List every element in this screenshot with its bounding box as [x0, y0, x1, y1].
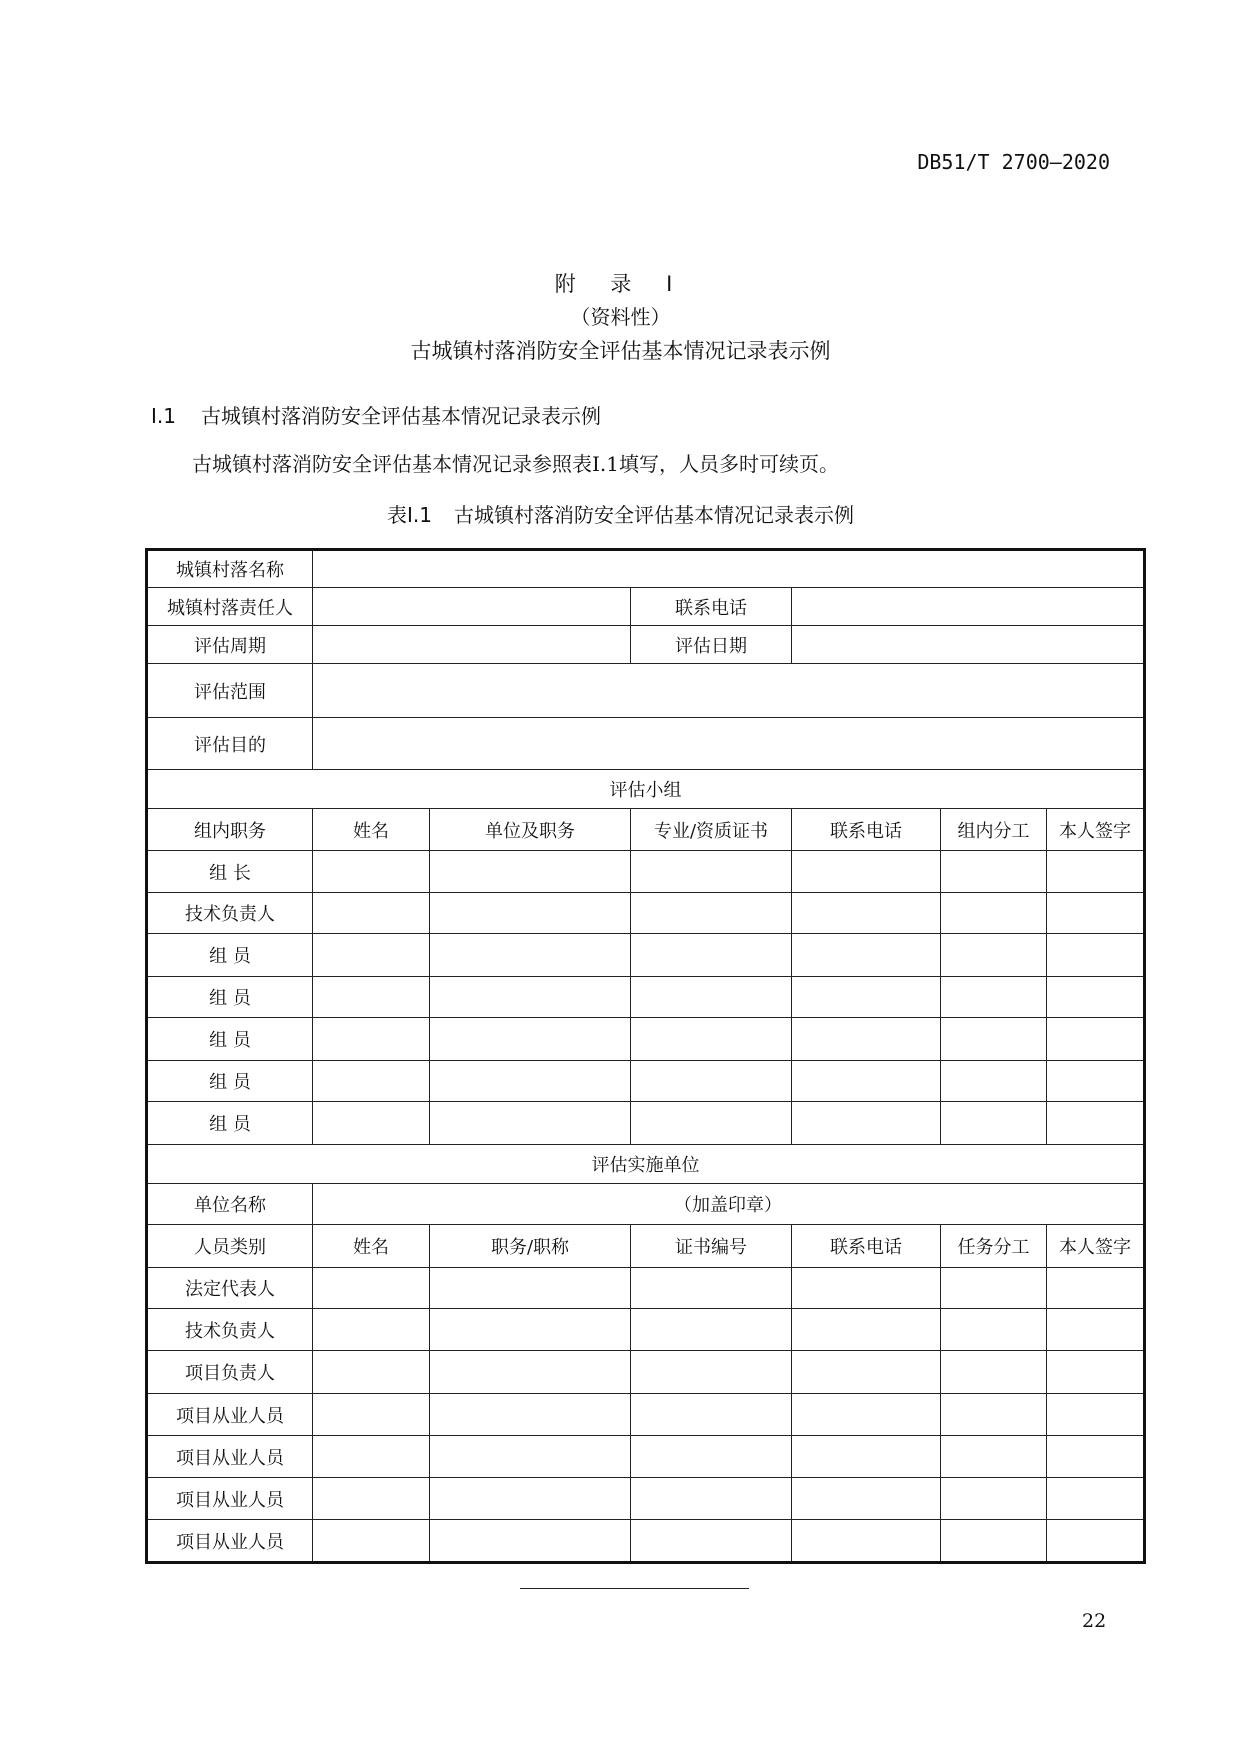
field-value[interactable] — [792, 588, 1145, 626]
table-cell[interactable] — [1047, 1520, 1145, 1563]
group-member-row — [147, 1018, 1145, 1061]
unit-section-row — [147, 1145, 1145, 1184]
table-cell[interactable] — [792, 1061, 941, 1102]
table-cell[interactable] — [313, 1351, 430, 1394]
table-cell[interactable] — [792, 893, 941, 934]
section-title: 古城镇村落消防安全评估基本情况记录表示例 — [201, 404, 601, 428]
unit-name-row — [147, 1184, 1145, 1225]
column-header: 组内职务 — [147, 809, 313, 851]
section-header: 评估实施单位 — [147, 1145, 1145, 1184]
group-section-row — [147, 770, 1145, 809]
table-cell[interactable] — [631, 1394, 792, 1436]
column-header: 职务/职称 — [430, 1225, 631, 1268]
table-cell[interactable] — [313, 1436, 430, 1478]
field-label: 评估日期 — [631, 626, 792, 664]
table-caption — [0, 499, 1241, 528]
footer-rule — [520, 1588, 749, 1589]
role-label: 组 员 — [147, 934, 313, 977]
field-value[interactable] — [313, 718, 1145, 770]
unit-member-row — [147, 1309, 1145, 1351]
table-cell[interactable] — [430, 1309, 631, 1351]
role-label: 法定代表人 — [147, 1268, 313, 1309]
record-table — [145, 548, 1146, 1564]
field-label: 城镇村落责任人 — [147, 588, 313, 626]
role-label: 技术负责人 — [147, 1309, 313, 1351]
field-label: 评估目的 — [147, 718, 313, 770]
table-cell[interactable] — [313, 851, 430, 893]
table-cell[interactable] — [1047, 1018, 1145, 1061]
table-cell[interactable] — [631, 1102, 792, 1145]
table-cell[interactable] — [313, 934, 430, 977]
table-cell[interactable] — [430, 1520, 631, 1563]
table-cell[interactable] — [792, 851, 941, 893]
group-member-row — [147, 851, 1145, 893]
section-heading — [151, 400, 601, 429]
role-label: 技术负责人 — [147, 893, 313, 934]
table-cell[interactable] — [430, 1436, 631, 1478]
table-cell[interactable] — [1047, 1268, 1145, 1309]
group-member-row — [147, 1102, 1145, 1145]
table-cell[interactable] — [1047, 1436, 1145, 1478]
table-cell[interactable] — [1047, 1061, 1145, 1102]
section-header: 评估小组 — [147, 770, 1145, 809]
role-label: 项目从业人员 — [147, 1436, 313, 1478]
table-cell[interactable] — [313, 893, 430, 934]
table-cell[interactable] — [631, 851, 792, 893]
table-cell[interactable] — [792, 1520, 941, 1563]
table-cell[interactable] — [792, 1268, 941, 1309]
field-label: 城镇村落名称 — [147, 550, 313, 588]
field-value[interactable] — [313, 664, 1145, 718]
document-code: DB51/T 2700—2020 — [917, 150, 1110, 174]
table-cell[interactable] — [631, 893, 792, 934]
table-cell[interactable] — [1047, 934, 1145, 977]
column-header: 联系电话 — [792, 1225, 941, 1268]
table-cell[interactable] — [1047, 1394, 1145, 1436]
table-cell[interactable] — [1047, 1478, 1145, 1520]
role-label: 组 员 — [147, 1061, 313, 1102]
table-cell[interactable] — [792, 1478, 941, 1520]
section-number: I.1 — [151, 404, 176, 428]
table-cell[interactable] — [1047, 1102, 1145, 1145]
table-cell[interactable] — [941, 893, 1047, 934]
table-cell[interactable] — [631, 977, 792, 1018]
table-cell[interactable] — [1047, 977, 1145, 1018]
table-cell[interactable] — [430, 1102, 631, 1145]
unit-member-row — [147, 1436, 1145, 1478]
info-row — [147, 626, 1145, 664]
role-label: 组 长 — [147, 851, 313, 893]
table-cell[interactable] — [941, 1061, 1047, 1102]
table-cell[interactable] — [430, 1351, 631, 1394]
info-row — [147, 718, 1145, 770]
table-cell[interactable] — [1047, 851, 1145, 893]
column-header: 姓名 — [313, 809, 430, 851]
table-cell[interactable] — [313, 977, 430, 1018]
unit-member-row — [147, 1268, 1145, 1309]
page-number: 22 — [1082, 1610, 1107, 1632]
role-label: 项目从业人员 — [147, 1520, 313, 1563]
unit-header-row — [147, 1225, 1145, 1268]
table-cell[interactable] — [941, 1351, 1047, 1394]
table-cell[interactable] — [792, 1351, 941, 1394]
role-label: 组 员 — [147, 977, 313, 1018]
table-cell[interactable] — [430, 1018, 631, 1061]
table-cell[interactable] — [941, 1102, 1047, 1145]
field-value[interactable] — [313, 626, 631, 664]
group-member-row — [147, 934, 1145, 977]
table-cell[interactable] — [792, 934, 941, 977]
column-header: 人员类别 — [147, 1225, 313, 1268]
table-cell[interactable] — [941, 1268, 1047, 1309]
table-cell[interactable] — [313, 1520, 430, 1563]
table-cell[interactable] — [792, 1102, 941, 1145]
table-cell[interactable] — [941, 1436, 1047, 1478]
role-label: 组 员 — [147, 1018, 313, 1061]
table-cell[interactable] — [313, 1268, 430, 1309]
table-cell[interactable] — [1047, 1309, 1145, 1351]
unit-name-note: （加盖印章） — [313, 1184, 1145, 1225]
field-value[interactable] — [792, 626, 1145, 664]
table-cell[interactable] — [631, 1268, 792, 1309]
column-header: 本人签字 — [1047, 809, 1145, 851]
column-header: 专业/资质证书 — [631, 809, 792, 851]
table-cell[interactable] — [941, 934, 1047, 977]
table-cell[interactable] — [941, 851, 1047, 893]
column-header: 本人签字 — [1047, 1225, 1145, 1268]
role-label: 项目从业人员 — [147, 1478, 313, 1520]
table-cell[interactable] — [430, 1478, 631, 1520]
table-cell[interactable] — [941, 977, 1047, 1018]
column-header: 证书编号 — [631, 1225, 792, 1268]
table-title: 古城镇村落消防安全评估基本情况记录表示例 — [453, 503, 854, 527]
role-label: 项目从业人员 — [147, 1394, 313, 1436]
group-header-row — [147, 809, 1145, 851]
table-cell[interactable] — [631, 1436, 792, 1478]
info-row — [147, 550, 1145, 588]
table-cell[interactable] — [430, 851, 631, 893]
table-cell[interactable] — [941, 1478, 1047, 1520]
info-row — [147, 588, 1145, 626]
unit-member-row — [147, 1351, 1145, 1394]
table-cell[interactable] — [1047, 1351, 1145, 1394]
field-label: 评估周期 — [147, 626, 313, 664]
table-cell[interactable] — [941, 1309, 1047, 1351]
body-paragraph: 古城镇村落消防安全评估基本情况记录参照表I.1填写，人员多时可续页。 — [192, 452, 839, 476]
table-cell[interactable] — [631, 1018, 792, 1061]
table-cell[interactable] — [313, 1309, 430, 1351]
column-header: 姓名 — [313, 1225, 430, 1268]
info-row — [147, 664, 1145, 718]
column-header: 组内分工 — [941, 809, 1047, 851]
table-number: 表I.1 — [387, 503, 432, 527]
table-cell[interactable] — [631, 1061, 792, 1102]
table-cell[interactable] — [941, 1394, 1047, 1436]
column-header: 单位及职务 — [430, 809, 631, 851]
appendix-title: 古城镇村落消防安全评估基本情况记录表示例 — [410, 339, 831, 363]
table-cell[interactable] — [313, 1102, 430, 1145]
table-cell[interactable] — [631, 1309, 792, 1351]
table-cell[interactable] — [430, 977, 631, 1018]
table-cell[interactable] — [631, 1478, 792, 1520]
group-member-row — [147, 977, 1145, 1018]
unit-member-row — [147, 1394, 1145, 1436]
field-value[interactable] — [313, 550, 1145, 588]
field-label: 单位名称 — [147, 1184, 313, 1225]
table-cell[interactable] — [313, 1394, 430, 1436]
appendix-nature: （资料性） — [570, 305, 671, 329]
field-label: 联系电话 — [631, 588, 792, 626]
table-cell[interactable] — [313, 1018, 430, 1061]
group-member-row — [147, 1061, 1145, 1102]
unit-member-row — [147, 1478, 1145, 1520]
field-value[interactable] — [313, 588, 631, 626]
table-cell[interactable] — [430, 893, 631, 934]
role-label: 组 员 — [147, 1102, 313, 1145]
table-cell[interactable] — [631, 934, 792, 977]
table-cell[interactable] — [792, 1394, 941, 1436]
table-cell[interactable] — [631, 1351, 792, 1394]
table-cell[interactable] — [941, 1520, 1047, 1563]
table-cell[interactable] — [941, 1018, 1047, 1061]
table-cell[interactable] — [792, 977, 941, 1018]
column-header: 联系电话 — [792, 809, 941, 851]
appendix-label: 附 录 I — [554, 272, 687, 296]
table-cell[interactable] — [430, 934, 631, 977]
table-cell[interactable] — [313, 1061, 430, 1102]
table-cell[interactable] — [631, 1520, 792, 1563]
table-cell[interactable] — [430, 1394, 631, 1436]
table-cell[interactable] — [313, 1478, 430, 1520]
table-cell[interactable] — [792, 1309, 941, 1351]
table-cell[interactable] — [430, 1268, 631, 1309]
table-cell[interactable] — [792, 1018, 941, 1061]
role-label: 项目负责人 — [147, 1351, 313, 1394]
table-cell[interactable] — [1047, 893, 1145, 934]
unit-member-row — [147, 1520, 1145, 1563]
column-header: 任务分工 — [941, 1225, 1047, 1268]
table-cell[interactable] — [792, 1436, 941, 1478]
table-cell[interactable] — [430, 1061, 631, 1102]
group-member-row — [147, 893, 1145, 934]
field-label: 评估范围 — [147, 664, 313, 718]
